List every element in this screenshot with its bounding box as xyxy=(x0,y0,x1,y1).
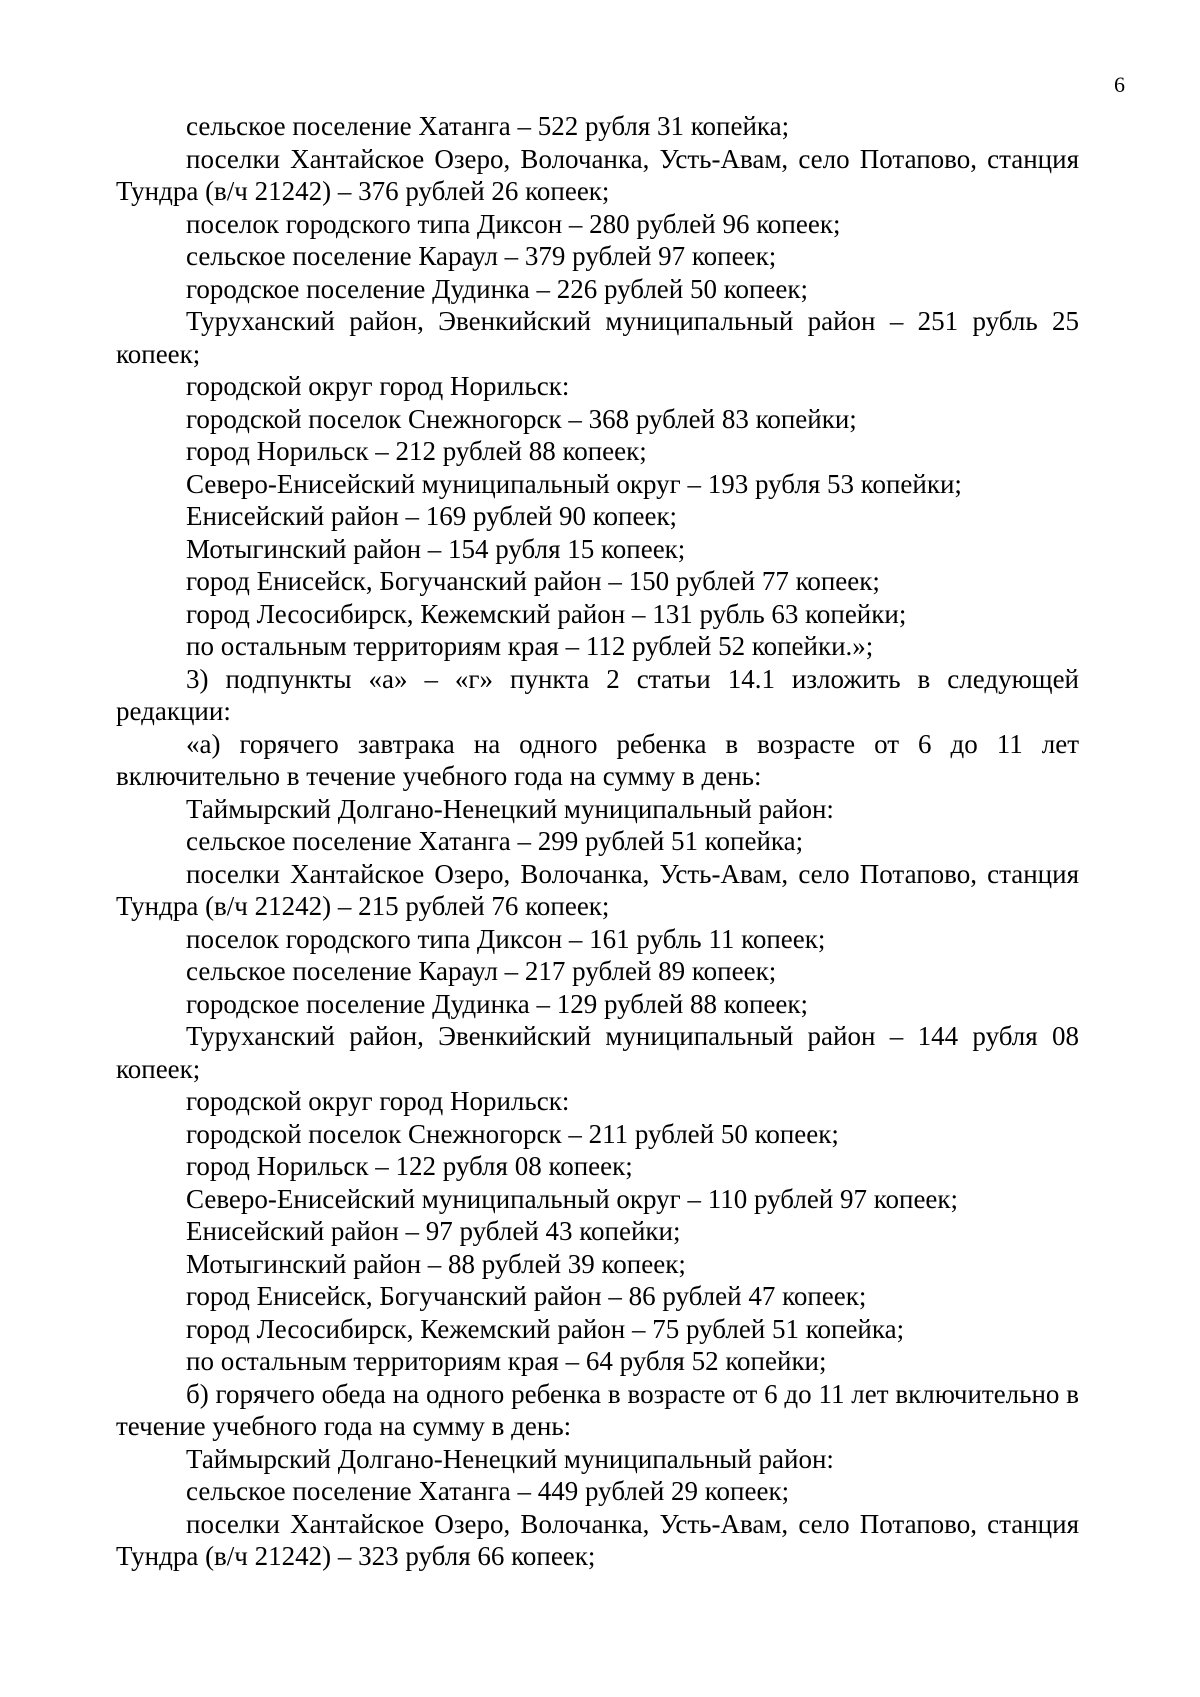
paragraph: сельское поселение Караул – 379 рублей 97 копеек; xyxy=(186,241,777,271)
paragraph: Енисейский район – 169 рублей 90 копеек; xyxy=(186,501,678,531)
paragraph: городской округ город Норильск: xyxy=(186,1086,570,1116)
paragraph: по остальным территориям края – 64 рубля 52 копейки; xyxy=(186,1346,827,1376)
paragraph: «а) горячего завтрака на одного ребенка в возрасте от 6 до 11 лет включительно в течение учебного года на сумму в день: xyxy=(116,728,1079,791)
paragraph: поселки Хантайское Озеро, Волочанка, Усть-Авам, село Потапово, станция Тундра (в/ч 21242) – 376 рублей 26 копеек; xyxy=(116,143,1079,206)
paragraph: б) горячего обеда на одного ребенка в возрасте от 6 до 11 лет включительно в течение учебного года на сумму в день: xyxy=(116,1378,1079,1441)
paragraph: город Норильск – 122 рубля 08 копеек; xyxy=(186,1151,633,1181)
paragraph: Северо-Енисейский муниципальный округ – 193 рубля 53 копейки; xyxy=(186,468,962,499)
page-number: 6 xyxy=(1114,72,1125,97)
paragraph: городское поселение Дудинка – 226 рублей 50 копеек; xyxy=(186,273,809,304)
paragraph: городской поселок Снежногорск – 211 рублей 50 копеек; xyxy=(186,1118,839,1149)
paragraph: сельское поселение Караул – 217 рублей 89 копеек; xyxy=(186,956,777,986)
paragraph: сельское поселение Хатанга – 449 рублей 29 копеек; xyxy=(186,1476,790,1506)
paragraph: Енисейский район – 97 рублей 43 копейки; xyxy=(186,1216,681,1246)
paragraph: город Енисейск, Богучанский район – 86 рублей 47 копеек; xyxy=(186,1281,867,1311)
paragraph: городское поселение Дудинка – 129 рублей 88 копеек; xyxy=(186,988,809,1019)
paragraph: город Лесосибирск, Кежемский район – 75 рублей 51 копейка; xyxy=(186,1313,905,1344)
paragraph: поселок городского типа Диксон – 280 рублей 96 копеек; xyxy=(186,208,841,239)
paragraph: город Норильск – 212 рублей 88 копеек; xyxy=(186,436,647,466)
paragraph: Мотыгинский район – 88 рублей 39 копеек; xyxy=(186,1248,686,1279)
paragraph: Таймырский Долгано-Ненецкий муниципальный район: xyxy=(186,793,834,824)
paragraph: поселки Хантайское Озеро, Волочанка, Усть-Авам, село Потапово, станция Тундра (в/ч 21242) – 215 рублей 76 копеек; xyxy=(116,858,1079,921)
paragraph: городской округ город Норильск: xyxy=(186,371,570,401)
paragraph: сельское поселение Хатанга – 522 рубля 31 копейка; xyxy=(186,111,790,141)
paragraph: городской поселок Снежногорск – 368 рублей 83 копейки; xyxy=(186,403,857,434)
paragraph: Северо-Енисейский муниципальный округ – 110 рублей 97 копеек; xyxy=(186,1183,959,1214)
paragraph: город Енисейск, Богучанский район – 150 рублей 77 копеек; xyxy=(186,566,880,596)
paragraph: город Лесосибирск, Кежемский район – 131 рубль 63 копейки; xyxy=(186,598,907,629)
paragraph: Мотыгинский район – 154 рубля 15 копеек; xyxy=(186,533,686,564)
paragraph: Таймырский Долгано-Ненецкий муниципальный район: xyxy=(186,1443,834,1474)
paragraph: поселки Хантайское Озеро, Волочанка, Усть-Авам, село Потапово, станция Тундра (в/ч 21242) – 323 рубля 66 копеек; xyxy=(116,1508,1079,1571)
paragraph: Туруханский район, Эвенкийский муниципальный район – 251 рубль 25 копеек; xyxy=(116,306,1079,369)
paragraph: поселок городского типа Диксон – 161 рубль 11 копеек; xyxy=(186,923,826,954)
paragraph: по остальным территориям края – 112 рублей 52 копейки.»; xyxy=(186,631,874,661)
paragraph: 3) подпункты «а» – «г» пункта 2 статьи 14.1 изложить в следующей редакции: xyxy=(116,663,1079,726)
paragraph: сельское поселение Хатанга – 299 рублей 51 копейка; xyxy=(186,826,804,856)
paragraph: Туруханский район, Эвенкийский муниципальный район – 144 рубля 08 копеек; xyxy=(116,1021,1079,1084)
document-body xyxy=(116,110,1079,1573)
